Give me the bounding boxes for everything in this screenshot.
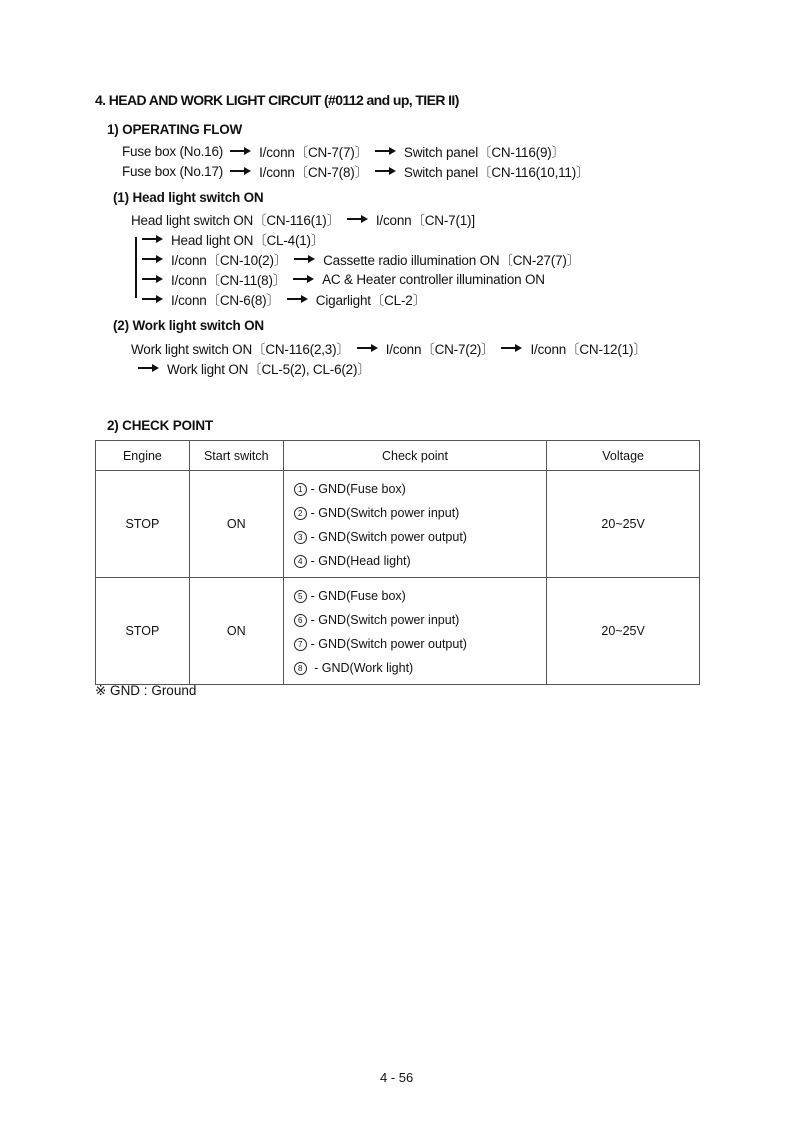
- circled-number-icon: 3: [294, 531, 307, 544]
- circled-number-icon: 8: [294, 662, 307, 675]
- page-title: 4. HEAD AND WORK LIGHT CIRCUIT (#0112 and up, TIER II): [95, 92, 459, 108]
- check-point-text: - GND(Switch power output): [310, 637, 467, 651]
- header-voltage: Voltage: [547, 441, 700, 471]
- arrow-right-icon: [375, 146, 397, 156]
- start-switch-cell: ON: [189, 578, 283, 685]
- header-engine: Engine: [96, 441, 190, 471]
- check-point-table: [95, 440, 700, 685]
- circled-number-icon: 7: [294, 638, 307, 651]
- operating-flow-heading: 1) OPERATING FLOW: [107, 122, 243, 137]
- circled-number-icon: 2: [294, 507, 307, 520]
- flow-line-2-source: Fuse box (No.17): [122, 163, 224, 179]
- table-row: [96, 578, 700, 685]
- head-light-switch-text: Head light switch ON〔CN-116(1)〕: [131, 213, 340, 228]
- branch-2-dest: Cassette radio illumination ON〔CN-27(7)〕: [323, 253, 580, 268]
- arrow-right-icon: [347, 214, 369, 224]
- check-point-item: [294, 656, 547, 680]
- work-light-conn-2: I/conn〔CN-12(1)〕: [530, 342, 647, 357]
- engine-cell: STOP: [96, 471, 190, 578]
- arrow-right-icon: [142, 274, 164, 284]
- arrow-right-icon: [138, 363, 160, 373]
- branch-4-dest: Cigarlight〔CL-2〕: [315, 293, 426, 308]
- work-light-branch: [131, 358, 371, 378]
- check-point-text: - GND(Fuse box): [310, 482, 406, 496]
- work-light-conn-1: I/conn〔CN-7(2)〕: [385, 342, 495, 357]
- table-row: [96, 471, 700, 578]
- head-light-conn-text: I/conn〔CN-7(1)]: [375, 213, 475, 228]
- circled-number-icon: 5: [294, 590, 307, 603]
- flow-line-2: [122, 161, 589, 181]
- check-point-text: - GND(Head light): [310, 554, 411, 568]
- ground-note: ※ GND : Ground: [95, 683, 197, 698]
- check-point-cell: [283, 471, 547, 578]
- engine-cell: STOP: [96, 578, 190, 685]
- voltage-cell: 20~25V: [547, 578, 700, 685]
- header-check-point: Check point: [283, 441, 547, 471]
- work-light-heading: (2) Work light switch ON: [113, 318, 264, 333]
- check-point-item: [294, 584, 547, 608]
- check-point-item: [294, 608, 547, 632]
- branch-3-dest: AC & Heater controller illumination ON: [322, 271, 545, 287]
- head-light-branch-1: [135, 229, 324, 249]
- branch-1-text: Head light ON〔CL-4(1)〕: [171, 233, 325, 248]
- circled-number-icon: 4: [294, 555, 307, 568]
- header-start-switch: Start switch: [189, 441, 283, 471]
- flow-line-1: [122, 141, 565, 161]
- flow-line-2-mid: I/conn〔CN-7(8)〕: [259, 165, 368, 180]
- flow-line-2-dest: Switch panel〔CN-116(10,11)〕: [403, 165, 590, 180]
- arrow-right-icon: [230, 166, 252, 176]
- table-header-row: [96, 441, 700, 471]
- check-point-item: [294, 501, 547, 525]
- flow-line-1-mid: I/conn〔CN-7(7)〕: [259, 145, 368, 160]
- arrow-right-icon: [142, 294, 164, 304]
- flow-line-1-dest: Switch panel〔CN-116(9)〕: [403, 145, 565, 160]
- check-point-text: - GND(Switch power output): [310, 530, 467, 544]
- arrow-right-icon: [287, 294, 309, 304]
- work-light-branch-text: Work light ON〔CL-5(2), CL-6(2)〕: [167, 362, 371, 377]
- arrow-right-icon: [294, 254, 316, 264]
- check-point-item: [294, 477, 547, 501]
- branch-4-conn: I/conn〔CN-6(8)〕: [171, 293, 280, 308]
- check-point-text: - GND(Switch power input): [310, 506, 460, 520]
- head-light-main-line: [131, 209, 475, 229]
- head-light-branch-3: [135, 269, 545, 289]
- arrow-right-icon: [293, 274, 315, 284]
- flow-line-1-source: Fuse box (No.16): [122, 143, 224, 159]
- check-point-heading: 2) CHECK POINT: [107, 418, 213, 433]
- arrow-right-icon: [230, 146, 252, 156]
- head-light-branch-4: [135, 289, 426, 309]
- branch-3-conn: I/conn〔CN-11(8)〕: [171, 273, 287, 288]
- head-light-heading: (1) Head light switch ON: [113, 190, 264, 205]
- work-light-main-line: [131, 338, 647, 358]
- circled-number-icon: 6: [294, 614, 307, 627]
- check-point-cell: [283, 578, 547, 685]
- branch-2-conn: I/conn〔CN-10(2)〕: [171, 253, 288, 268]
- circled-number-icon: 1: [294, 483, 307, 496]
- arrow-right-icon: [142, 254, 164, 264]
- check-point-item: [294, 525, 547, 549]
- check-point-item: [294, 632, 547, 656]
- check-point-text: - GND(Switch power input): [310, 613, 460, 627]
- voltage-cell: 20~25V: [547, 471, 700, 578]
- arrow-right-icon: [142, 234, 164, 244]
- arrow-right-icon: [501, 343, 523, 353]
- check-point-text: - GND(Fuse box): [310, 589, 406, 603]
- page-number: 4 - 56: [380, 1070, 414, 1085]
- check-point-item: [294, 549, 547, 573]
- work-light-switch-text: Work light switch ON〔CN-116(2,3)〕: [131, 342, 350, 357]
- check-point-text: - GND(Work light): [310, 661, 414, 675]
- arrow-right-icon: [375, 166, 397, 176]
- head-light-branch-2: [135, 249, 580, 269]
- arrow-right-icon: [357, 343, 379, 353]
- start-switch-cell: ON: [189, 471, 283, 578]
